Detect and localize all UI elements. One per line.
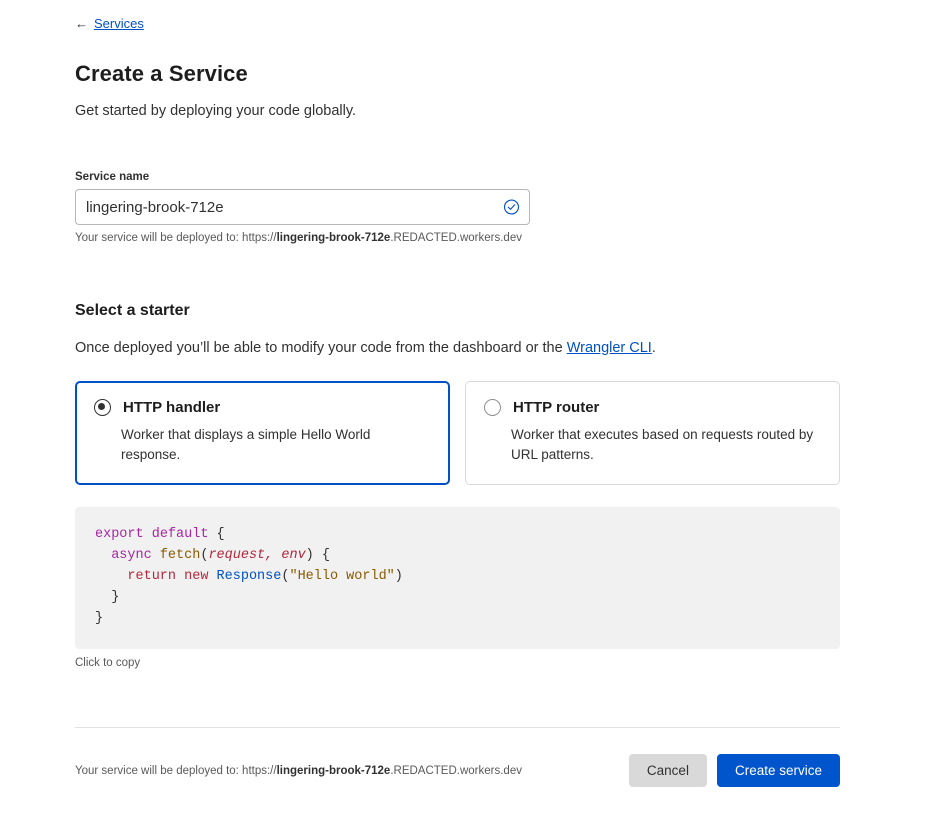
code-token: { bbox=[208, 527, 225, 543]
service-name-hint-suffix: .REDACTED.workers.dev bbox=[390, 232, 522, 244]
footer-hint-bold: lingering-brook-712e bbox=[276, 764, 391, 777]
check-circle-icon bbox=[503, 199, 520, 216]
starter-option-http-router[interactable] bbox=[465, 381, 840, 485]
code-token: default bbox=[151, 527, 209, 543]
code-token: ( bbox=[281, 569, 290, 585]
starter-desc-prefix: Once deployed you’ll be able to modify your code from the dashboard or the bbox=[75, 340, 567, 356]
starter-options bbox=[75, 381, 840, 485]
footer-hint-prefix: Your service will be deployed to: https:// bbox=[75, 764, 277, 777]
starter-section-description bbox=[75, 340, 840, 356]
starter-option-description: Worker that displays a simple Hello World response. bbox=[121, 427, 371, 462]
footer-deploy-hint bbox=[75, 765, 522, 777]
service-name-hint-bold: lingering-brook-712e bbox=[276, 232, 391, 244]
code-token bbox=[95, 569, 127, 584]
page-content bbox=[75, 0, 840, 787]
starter-option-header bbox=[94, 399, 431, 416]
code-token bbox=[152, 548, 160, 563]
footer-buttons bbox=[629, 754, 840, 787]
back-link-label: Services bbox=[94, 16, 144, 31]
starter-option-http-handler[interactable] bbox=[75, 381, 450, 485]
starter-desc-suffix: . bbox=[651, 340, 656, 356]
code-token: ) bbox=[394, 569, 403, 585]
footer-bar bbox=[75, 754, 840, 787]
code-sample[interactable] bbox=[75, 507, 840, 649]
code-token: return bbox=[127, 569, 177, 585]
code-token: } bbox=[95, 590, 120, 606]
radio-http-handler[interactable] bbox=[94, 399, 111, 416]
service-name-label: Service name bbox=[75, 171, 150, 183]
code-token: fetch bbox=[159, 548, 201, 564]
code-token: Response bbox=[216, 569, 282, 585]
starter-option-header bbox=[484, 399, 821, 416]
cancel-button[interactable]: Cancel bbox=[629, 754, 707, 787]
footer-hint-suffix: .REDACTED.workers.dev bbox=[390, 764, 522, 777]
code-token: async bbox=[111, 548, 152, 564]
code-token: request, env bbox=[208, 548, 306, 564]
code-token bbox=[144, 527, 152, 542]
service-name-input[interactable] bbox=[75, 189, 530, 225]
create-service-button[interactable]: Create service bbox=[717, 754, 840, 787]
starter-option-title: HTTP handler bbox=[123, 399, 221, 416]
service-name-hint bbox=[75, 232, 840, 244]
page-title: Create a Service bbox=[75, 61, 248, 86]
starter-option-description: Worker that executes based on requests routed by URL patterns. bbox=[511, 427, 814, 462]
code-token: new bbox=[184, 569, 209, 585]
service-name-input-wrap bbox=[75, 189, 530, 225]
starter-section-title: Select a starter bbox=[75, 302, 190, 319]
code-token bbox=[176, 569, 184, 584]
arrow-left-icon: ← bbox=[75, 16, 88, 31]
footer-divider bbox=[75, 727, 840, 728]
back-to-services-link[interactable] bbox=[75, 16, 144, 31]
code-token: export bbox=[95, 527, 144, 543]
wrangler-cli-link[interactable]: Wrangler CLI bbox=[566, 340, 652, 356]
code-token bbox=[208, 569, 216, 584]
code-token bbox=[95, 548, 111, 563]
service-name-hint-prefix: Your service will be deployed to: https:// bbox=[75, 232, 277, 244]
code-token: } bbox=[95, 611, 104, 627]
radio-http-router[interactable] bbox=[484, 399, 501, 416]
starter-option-title: HTTP router bbox=[513, 399, 600, 416]
code-token: ( bbox=[200, 548, 209, 564]
copy-hint: Click to copy bbox=[75, 657, 141, 670]
code-token: ) { bbox=[305, 548, 330, 564]
code-token: "Hello world" bbox=[289, 569, 395, 585]
service-name-field-block bbox=[75, 171, 840, 244]
page-subtitle: Get started by deploying your code globally. bbox=[75, 103, 357, 119]
